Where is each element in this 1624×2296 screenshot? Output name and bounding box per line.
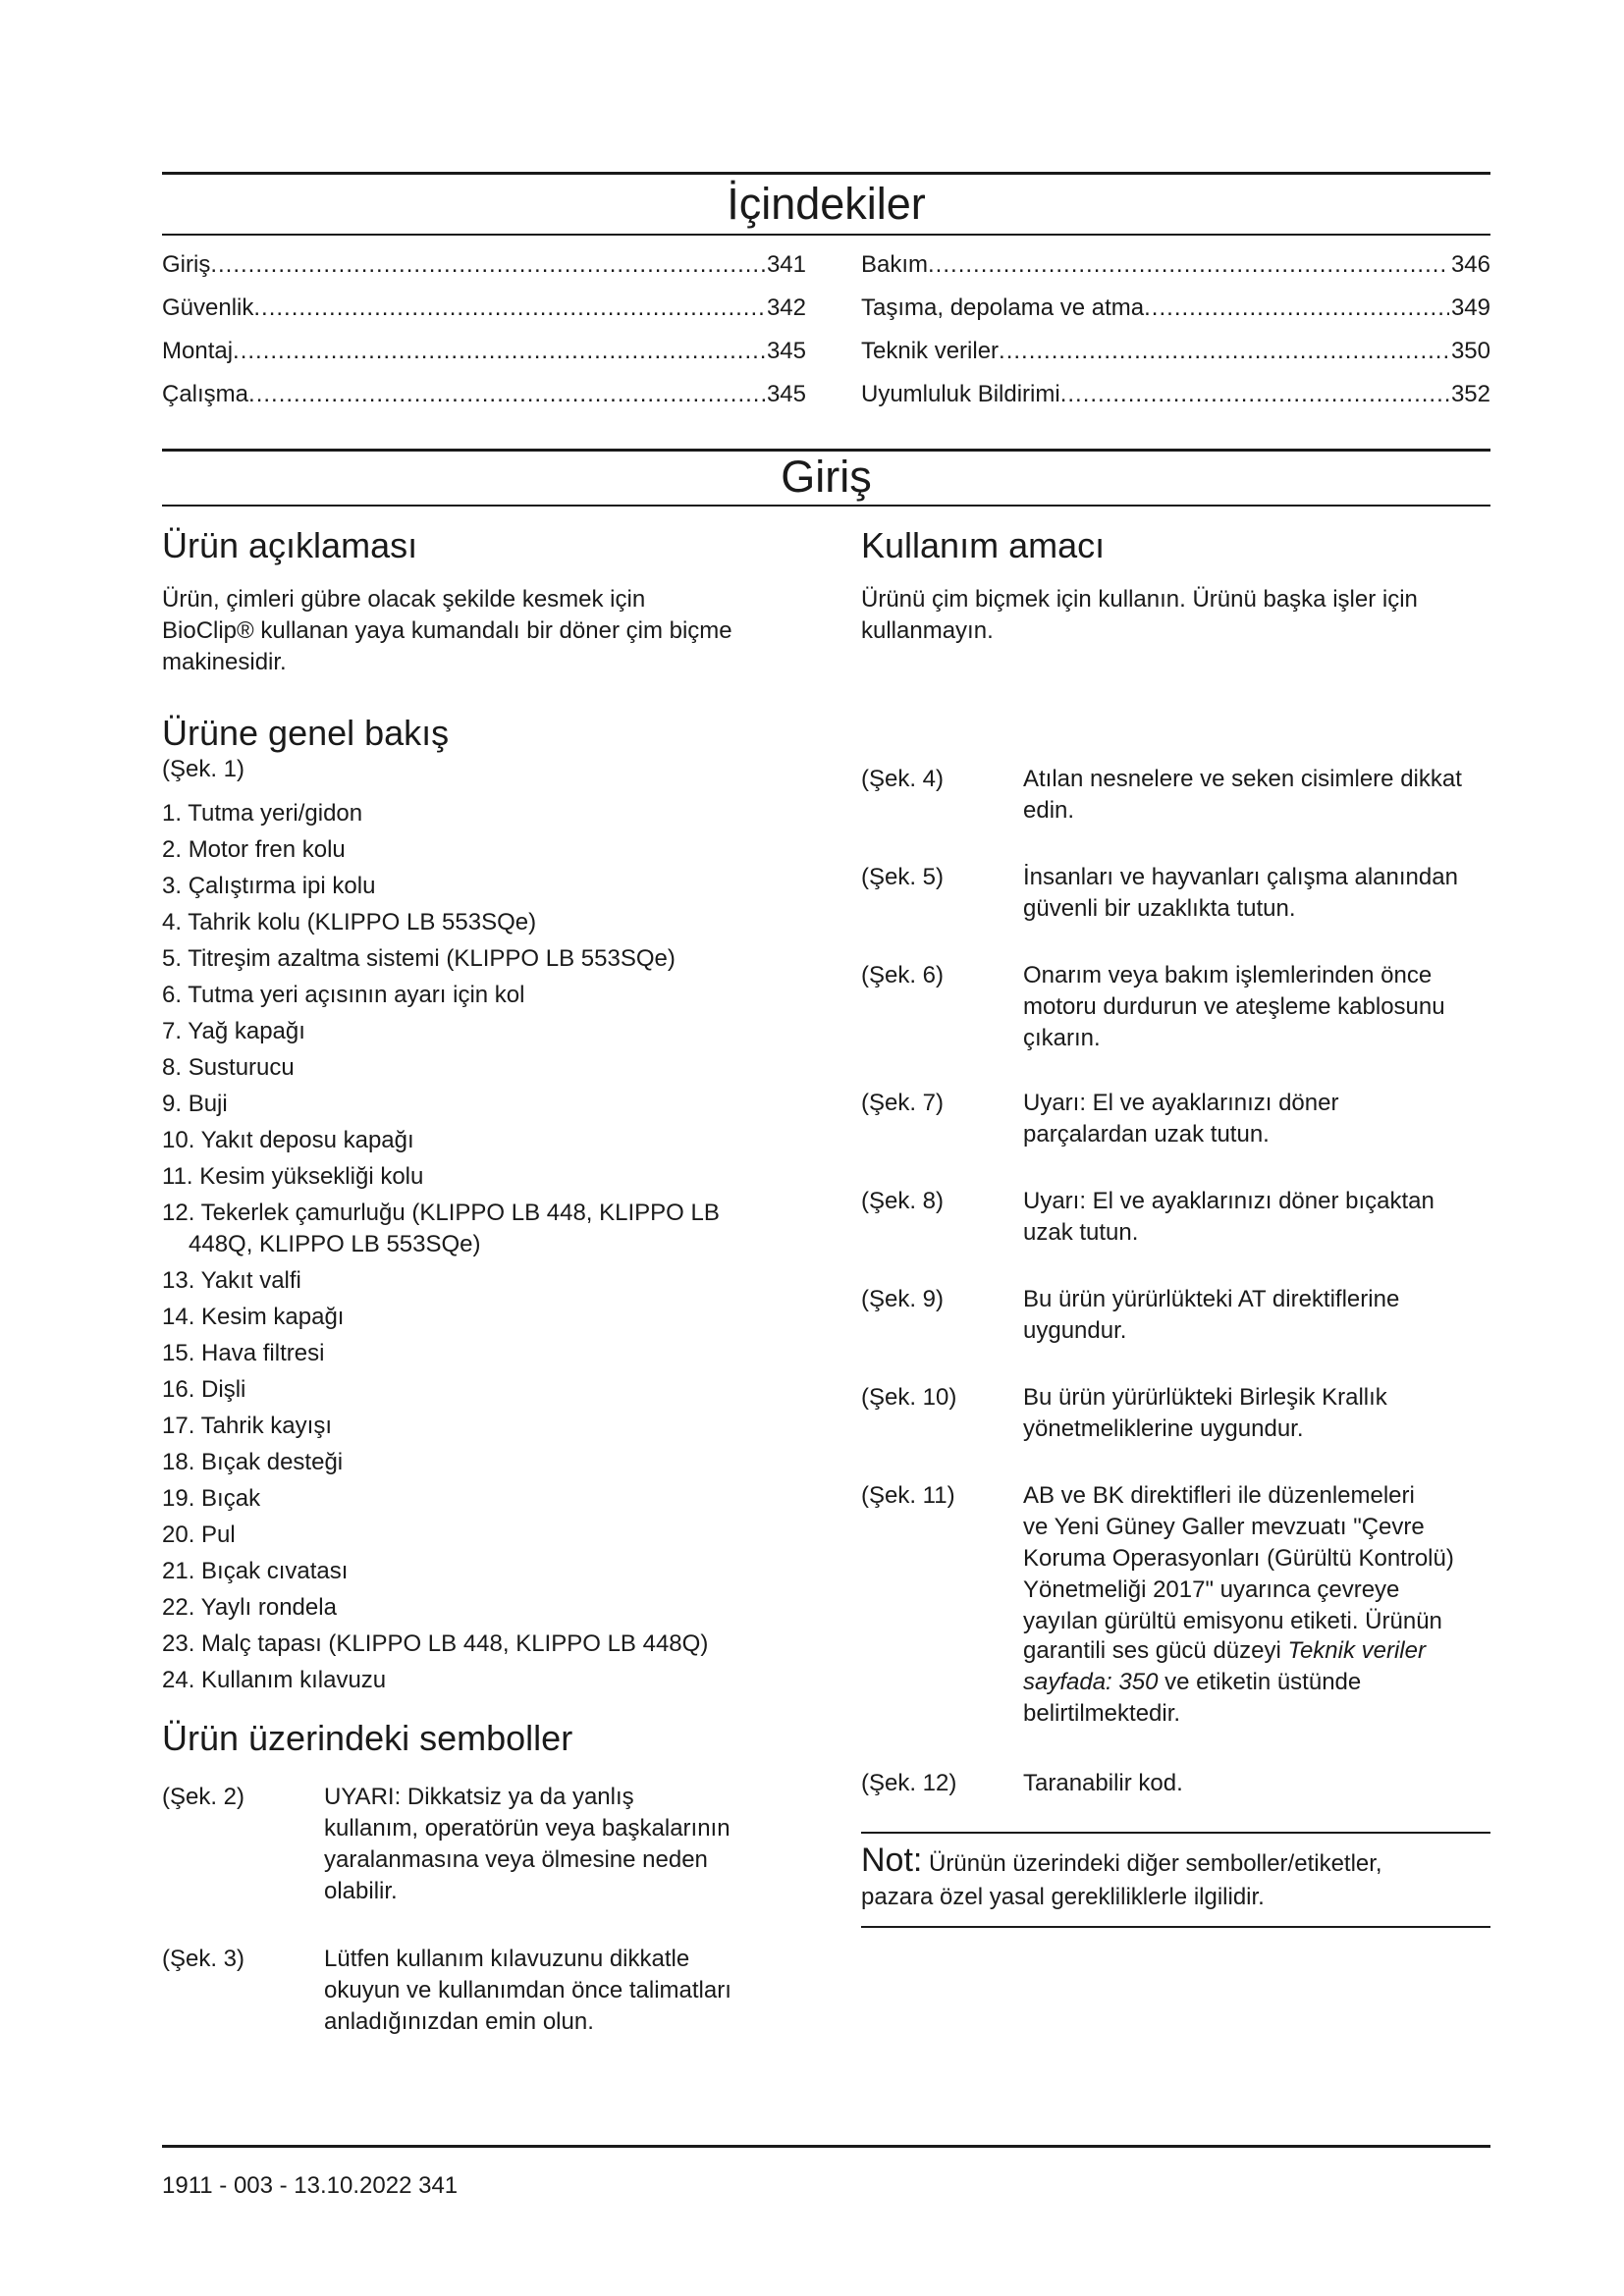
overview-item-text: Çalıştırma ipi kolu <box>188 873 376 899</box>
overview-item <box>162 1411 790 1442</box>
overview-item-text: Hava filtresi <box>201 1340 325 1366</box>
overview-item-number: 14. <box>162 1304 195 1330</box>
toc-entry-label: Montaj <box>162 338 234 364</box>
overview-item-line <box>162 1089 790 1120</box>
symbol-description-line: yönetmeliklerine uygundur. <box>1023 1415 1304 1442</box>
overview-item <box>162 1338 790 1369</box>
overview-item <box>162 1089 790 1120</box>
toc-entry-page: 349 <box>1450 294 1490 321</box>
technical-data-page-link[interactable]: sayfada: 350 <box>1023 1669 1159 1695</box>
overview-item <box>162 1374 790 1406</box>
overview-item-text: Yakıt deposu kapağı <box>200 1127 414 1153</box>
symbol-description-line: yayılan gürültü emisyonu etiketi. Ürünün <box>1023 1608 1442 1634</box>
overview-item-line <box>162 1302 790 1333</box>
overview-item <box>162 1161 790 1193</box>
toc-title: İçindekiler <box>727 179 926 229</box>
symbol-description <box>1023 1284 1490 1347</box>
overview-item <box>162 907 790 938</box>
fig11-continuation <box>1023 1635 1490 1730</box>
symbol-description-line: Koruma Operasyonları (Gürültü Kontrolü) <box>1023 1545 1454 1572</box>
symbol-description-line: Onarım veya bakım işlemlerinden önce <box>1023 962 1433 988</box>
toc-entry[interactable] <box>162 337 806 366</box>
overview-item <box>162 834 790 866</box>
overview-item-line <box>162 1483 790 1515</box>
overview-item-text: Motor fren kolu <box>188 836 346 863</box>
overview-item-text: Buji <box>188 1091 228 1117</box>
page-footer: 1911 - 003 - 13.10.2022 341 <box>162 2172 459 2199</box>
overview-item <box>162 1052 790 1084</box>
symbol-description-line: UYARI: Dikkatsiz ya da yanlış <box>324 1784 634 1810</box>
intended-use-text: Ürünü çim biçmek için kullanın. Ürünü başka işler için kullanmayın. <box>861 586 1418 644</box>
symbol-figure-ref: (Şek. 2) <box>162 1784 245 1810</box>
overview-item <box>162 1198 790 1260</box>
overview-item-line <box>162 1161 790 1193</box>
symbol-description-line: olabilir. <box>324 1878 398 1904</box>
overview-item-text: Tutma yeri/gidon <box>188 800 363 827</box>
overview-item-line <box>162 1629 790 1660</box>
symbol-figure-ref: (Şek. 3) <box>162 1946 245 1972</box>
overview-item-number: 7. <box>162 1018 183 1044</box>
toc-entry-label: Çalışma <box>162 381 249 407</box>
overview-item <box>162 1302 790 1333</box>
toc-entry[interactable] <box>861 294 1490 323</box>
symbol-description <box>1023 1382 1490 1445</box>
overview-item-text: Kesim yüksekliği kolu <box>199 1163 424 1190</box>
symbol-figure-ref: (Şek. 10) <box>861 1384 957 1411</box>
symbol-description <box>1023 764 1490 827</box>
toc-entry-label: Güvenlik <box>162 294 254 321</box>
overview-item-number: 15. <box>162 1340 195 1366</box>
overview-item-line <box>162 1198 790 1229</box>
overview-item <box>162 943 790 975</box>
symbol-description-line: Bu ürün yürürlükteki Birleşik Krallık <box>1023 1384 1387 1411</box>
overview-item-number: 10. <box>162 1127 195 1153</box>
toc-entry-page: 345 <box>766 381 806 407</box>
overview-item-number: 17. <box>162 1413 195 1439</box>
overview-item-text: Dişli <box>201 1376 246 1403</box>
overview-heading: Ürüne genel bakış <box>162 713 450 753</box>
symbol-description-line: parçalardan uzak tutun. <box>1023 1121 1270 1148</box>
fig11-line-6: garantili ses gücü düzeyi Teknik veriler <box>1023 1637 1426 1664</box>
overview-item-number: 24. <box>162 1667 195 1693</box>
toc-leader-dots <box>248 380 765 409</box>
overview-item-number: 4. <box>162 909 183 935</box>
overview-item-text: Titreşim azaltma sistemi (KLIPPO LB 553SQe) <box>188 945 676 972</box>
overview-item-text: 448Q, KLIPPO LB 553SQe) <box>189 1231 481 1257</box>
section-title-underline <box>162 505 1490 507</box>
toc-entry[interactable] <box>861 250 1490 280</box>
toc-leader-dots <box>1060 380 1449 409</box>
overview-item-number: 9. <box>162 1091 183 1117</box>
overview-item-line <box>162 943 790 975</box>
intended-use-heading: Kullanım amacı <box>861 525 1106 565</box>
overview-item-text: Bıçak cıvatası <box>201 1558 349 1584</box>
symbol-description-line: Atılan nesnelere ve seken cisimlere dikkat <box>1023 766 1462 792</box>
section-title: Giriş <box>781 452 872 502</box>
symbol-description <box>1023 1768 1490 1799</box>
toc-entry-label: Uyumluluk Bildirimi <box>861 381 1060 407</box>
symbols-heading: Ürün üzerindeki semboller <box>162 1718 573 1758</box>
overview-item-text: Kesim kapağı <box>201 1304 345 1330</box>
symbol-description-line: kullanım, operatörün veya başkalarının <box>324 1815 731 1842</box>
symbol-description-line: anladığınızdan emin olun. <box>324 2008 594 2035</box>
overview-item-line <box>162 1229 790 1260</box>
symbol-figure-ref: (Şek. 11) <box>861 1482 955 1509</box>
toc-leader-dots <box>233 337 765 366</box>
toc-leader-dots <box>1144 294 1449 323</box>
overview-item <box>162 798 790 829</box>
symbol-description-line: uygundur. <box>1023 1317 1127 1344</box>
toc-entry-label: Bakım <box>861 251 929 278</box>
overview-item-number: 18. <box>162 1449 195 1475</box>
symbol-description <box>324 1944 795 2038</box>
symbol-description-line: Uyarı: El ve ayaklarınızı döner <box>1023 1090 1339 1116</box>
symbol-figure-ref: (Şek. 7) <box>861 1090 945 1116</box>
overview-item <box>162 1629 790 1660</box>
symbol-description-line: motoru durdurun ve ateşleme kablosunu <box>1023 993 1445 1020</box>
toc-entry[interactable] <box>162 294 806 323</box>
footer-rule <box>162 2145 1490 2148</box>
overview-item-line <box>162 1374 790 1406</box>
symbol-description-line: ve Yeni Güney Galler mevzuatı "Çevre <box>1023 1514 1425 1540</box>
overview-item-number: 19. <box>162 1485 195 1512</box>
overview-item-line <box>162 1665 790 1696</box>
overview-item-number: 22. <box>162 1594 195 1621</box>
overview-item-number: 20. <box>162 1522 195 1548</box>
symbol-figure-ref: (Şek. 8) <box>861 1188 945 1214</box>
symbol-description-line: çıkarın. <box>1023 1025 1101 1051</box>
overview-item-line <box>162 1411 790 1442</box>
toc-entry-label: Taşıma, depolama ve atma <box>861 294 1145 321</box>
symbol-description-line: Lütfen kullanım kılavuzunu dikkatle <box>324 1946 690 1972</box>
symbol-description-line: uzak tutun. <box>1023 1219 1139 1246</box>
symbol-figure-ref: (Şek. 12) <box>861 1770 957 1796</box>
overview-item-line <box>162 1447 790 1478</box>
note-label: Not: <box>861 1842 923 1879</box>
symbol-description <box>1023 960 1490 1054</box>
fig11-line-8: belirtilmektedir. <box>1023 1700 1181 1727</box>
symbol-description-line: Taranabilir kod. <box>1023 1770 1183 1796</box>
symbol-description <box>1023 1480 1490 1637</box>
overview-item <box>162 871 790 902</box>
overview-item-number: 3. <box>162 873 183 899</box>
overview-item-text: Malç tapası (KLIPPO LB 448, KLIPPO LB 448Q) <box>201 1630 709 1657</box>
overview-item <box>162 1016 790 1047</box>
overview-item <box>162 1483 790 1515</box>
overview-item <box>162 1520 790 1551</box>
overview-item-number: 1. <box>162 800 183 827</box>
toc-entry[interactable] <box>861 337 1490 366</box>
overview-item-number: 21. <box>162 1558 195 1584</box>
overview-item-number: 11. <box>162 1163 193 1190</box>
overview-item-text: Kullanım kılavuzu <box>201 1667 387 1693</box>
overview-item <box>162 1265 790 1297</box>
overview-item-line <box>162 1052 790 1084</box>
overview-item-line <box>162 1520 790 1551</box>
overview-item-text: Tahrik kolu (KLIPPO LB 553SQe) <box>188 909 537 935</box>
toc-leader-dots <box>253 294 765 323</box>
overview-item <box>162 1592 790 1624</box>
symbol-description-line: Uyarı: El ve ayaklarınızı döner bıçaktan <box>1023 1188 1435 1214</box>
symbol-description-line: okuyun ve kullanımdan önce talimatları <box>324 1977 731 2003</box>
toc-leader-dots <box>928 250 1449 280</box>
overview-item-text: Pul <box>201 1522 236 1548</box>
toc-entry[interactable] <box>861 380 1490 409</box>
toc-leader-dots <box>999 337 1449 366</box>
overview-item-line <box>162 1125 790 1156</box>
overview-item-text: Tutma yeri açısının ayarı için kol <box>188 982 525 1008</box>
toc-entry-page: 345 <box>766 338 806 364</box>
overview-item <box>162 1447 790 1478</box>
overview-item-number: 13. <box>162 1267 195 1294</box>
overview-item-number: 12. <box>162 1200 195 1226</box>
symbol-figure-ref: (Şek. 4) <box>861 766 945 792</box>
toc-entry-label: Giriş <box>162 251 211 278</box>
overview-item-line <box>162 834 790 866</box>
note-text: Not: Ürünün üzerindeki diğer semboller/etiketler, pazara özel yasal gerekliliklerle ilgilidir. <box>861 1842 1382 1910</box>
overview-item-text: Tahrik kayışı <box>200 1413 332 1439</box>
overview-item-number: 6. <box>162 982 183 1008</box>
overview-item-line <box>162 1016 790 1047</box>
symbol-description-line: Yönetmeliği 2017" uyarınca çevreye <box>1023 1576 1400 1603</box>
overview-item <box>162 1665 790 1696</box>
toc-title-underline <box>162 234 1490 236</box>
product-description-text: Ürün, çimleri gübre olacak şekilde kesmek için BioClip® kullanan yaya kumandalı bir döner çim biçme makinesidir. <box>162 586 732 675</box>
symbol-description-line: Bu ürün yürürlükteki AT direktiflerine <box>1023 1286 1400 1312</box>
overview-item-number: 2. <box>162 836 183 863</box>
overview-item <box>162 1125 790 1156</box>
overview-item-line <box>162 798 790 829</box>
overview-item-line <box>162 1338 790 1369</box>
note-bottom-rule <box>861 1926 1490 1928</box>
overview-item-number: 8. <box>162 1054 183 1081</box>
overview-item-line <box>162 1556 790 1587</box>
toc-entry-page: 341 <box>766 251 806 278</box>
symbol-description-line: AB ve BK direktifleri ile düzenlemeleri <box>1023 1482 1415 1509</box>
overview-item-line <box>162 980 790 1011</box>
symbol-description <box>1023 1088 1490 1150</box>
symbol-description <box>1023 862 1490 925</box>
symbol-description-line: yaralanmasına veya ölmesine neden <box>324 1846 708 1873</box>
overview-item-line <box>162 1265 790 1297</box>
toc-entry[interactable] <box>162 380 806 409</box>
overview-item-text: Yaylı rondela <box>200 1594 337 1621</box>
fig11-line-7: sayfada: 350 ve etiketin üstünde <box>1023 1669 1362 1695</box>
note-top-rule <box>861 1832 1490 1834</box>
symbol-description <box>1023 1186 1490 1249</box>
overview-item-line <box>162 907 790 938</box>
overview-item-text: Yağ kapağı <box>188 1018 305 1044</box>
top-rule <box>162 172 1490 175</box>
overview-item-line <box>162 1592 790 1624</box>
overview-item <box>162 1556 790 1587</box>
toc-entry-page: 352 <box>1450 381 1490 407</box>
overview-item-text: Yakıt valfi <box>200 1267 301 1294</box>
product-description-heading: Ürün açıklaması <box>162 525 418 565</box>
overview-item-line <box>162 871 790 902</box>
toc-entry-page: 346 <box>1450 251 1490 278</box>
overview-figure-ref: (Şek. 1) <box>162 756 245 782</box>
symbol-figure-ref: (Şek. 6) <box>861 962 945 988</box>
overview-item-number: 23. <box>162 1630 195 1657</box>
symbol-figure-ref: (Şek. 9) <box>861 1286 945 1312</box>
technical-data-link[interactable]: Teknik veriler <box>1287 1637 1426 1664</box>
toc-leader-dots <box>210 250 765 280</box>
symbol-figure-ref: (Şek. 5) <box>861 864 945 890</box>
toc-entry-page: 342 <box>766 294 806 321</box>
overview-item-text: Susturucu <box>188 1054 295 1081</box>
overview-item <box>162 980 790 1011</box>
symbol-description-line: İnsanları ve hayvanları çalışma alanından <box>1023 864 1458 890</box>
symbol-description-line: edin. <box>1023 797 1075 824</box>
overview-item-text: Bıçak desteği <box>201 1449 344 1475</box>
overview-item-text: Tekerlek çamurluğu (KLIPPO LB 448, KLIPPO LB <box>200 1200 720 1226</box>
toc-entry[interactable] <box>162 250 806 280</box>
overview-item-number: 5. <box>162 945 183 972</box>
symbol-description <box>324 1782 795 1907</box>
toc-entry-page: 350 <box>1450 338 1490 364</box>
toc-entry-label: Teknik veriler <box>861 338 1000 364</box>
overview-item-text: Bıçak <box>201 1485 261 1512</box>
symbol-description-line: güvenli bir uzaklıkta tutun. <box>1023 895 1296 922</box>
overview-item-number: 16. <box>162 1376 195 1403</box>
